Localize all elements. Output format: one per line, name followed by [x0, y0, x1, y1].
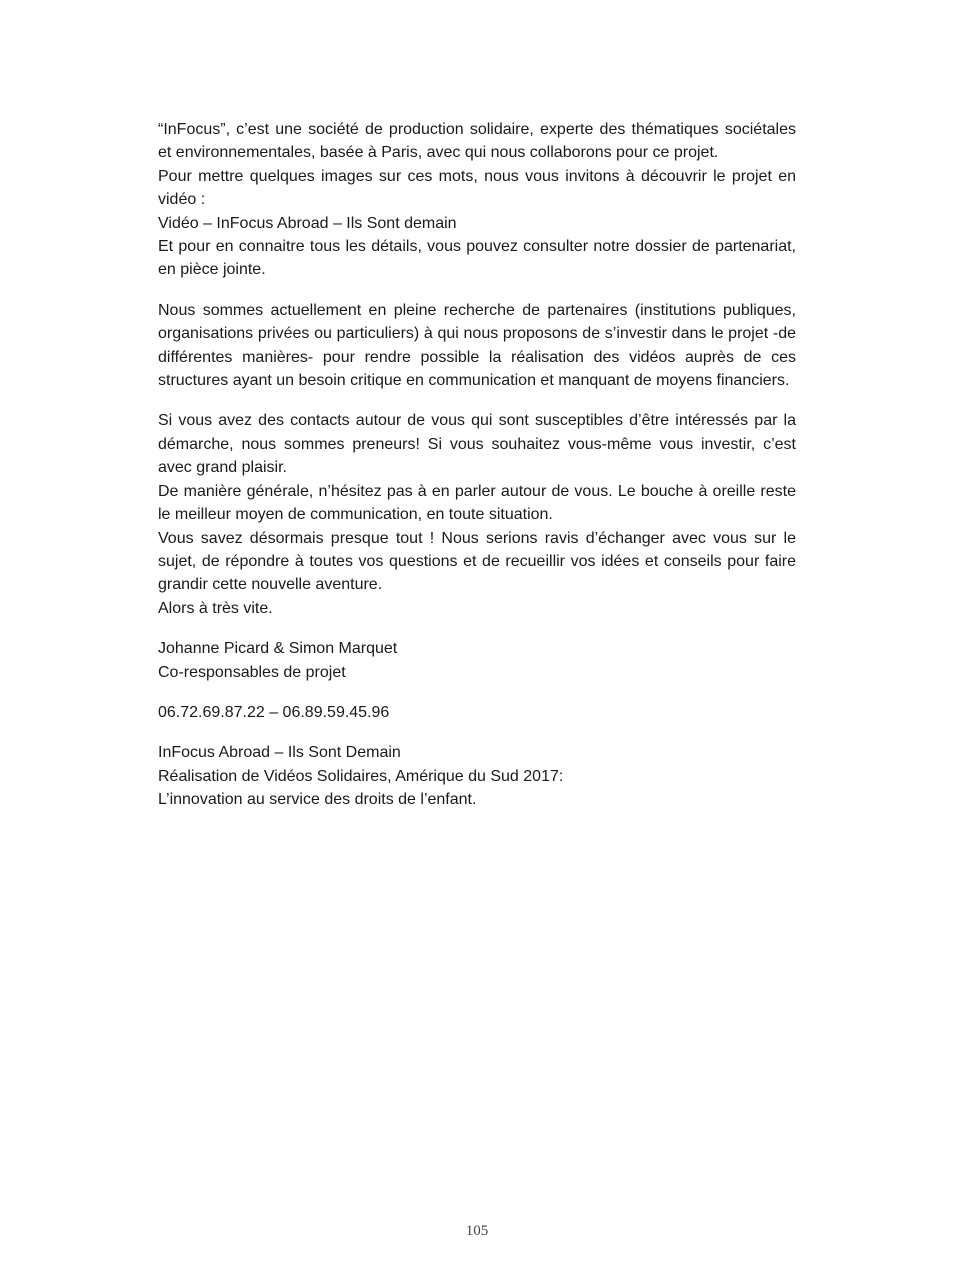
page-number: 105 [465, 1223, 489, 1239]
project-footer-block [158, 741, 796, 811]
phone-numbers: 06.72.69.87.22 – 06.89.59.45.96 [158, 703, 390, 721]
contacts-paragraph [158, 409, 796, 620]
contacts-text: Si vous avez des contacts autour de vous qui sont susceptibles d’être intéressés par la démarche, nous sommes preneurs! Si vous souhaitez vous-même vous investir, c’est avec grand plaisir. [158, 412, 796, 477]
signature-block [158, 637, 796, 684]
video-invitation-text: Pour mettre quelques images sur ces mots, nous vous invitons à découvrir le projet en vidéo : [158, 167, 796, 209]
intro-paragraph [158, 118, 796, 282]
video-title-text: Vidéo – InFocus Abroad – Ils Sont demain [158, 214, 457, 232]
word-of-mouth-text: De manière générale, n’hésitez pas à en parler autour de vous. Le bouche à oreille reste le meilleur moyen de communication, en toute situation. [158, 482, 796, 524]
project-name: InFocus Abroad – Ils Sont Demain [158, 744, 401, 762]
partnership-dossier-text: Et pour en connaitre tous les détails, vous pouvez consulter notre dossier de partenariat, en pièce jointe. [158, 238, 796, 279]
partners-paragraph: Nous sommes actuellement en pleine recherche de partenaires (institutions publiques, organisations privées ou particuliers) à qui nous proposons de s’investir dans le projet -de différentes manières- pour rendre possible la réalisation des vidéos auprès de ces structures ayant un besoin critique en communication et manquant de moyens financiers. [158, 301, 796, 390]
project-subtitle: Réalisation de Vidéos Solidaires, Amérique du Sud 2017: [158, 767, 564, 785]
signature-names: Johanne Picard & Simon Marquet [158, 640, 398, 658]
signature-role: Co-responsables de projet [158, 663, 346, 681]
closing-text: Alors à très vite. [158, 599, 273, 617]
document-body [158, 118, 796, 829]
project-tagline: L’innovation au service des droits de l’enfant. [158, 791, 477, 809]
exchange-text: Vous savez désormais presque tout ! Nous serions ravis d’échanger avec vous sur le sujet, de répondre à toutes vos questions et de recueillir vos idées et conseils pour faire grandir cette nouvelle aventure. [158, 529, 796, 594]
intro-text: “InFocus”, c’est une société de production solidaire, experte des thématiques sociétales et environnementales, basée à Paris, avec qui nous collaborons pour ce projet. [158, 121, 796, 162]
